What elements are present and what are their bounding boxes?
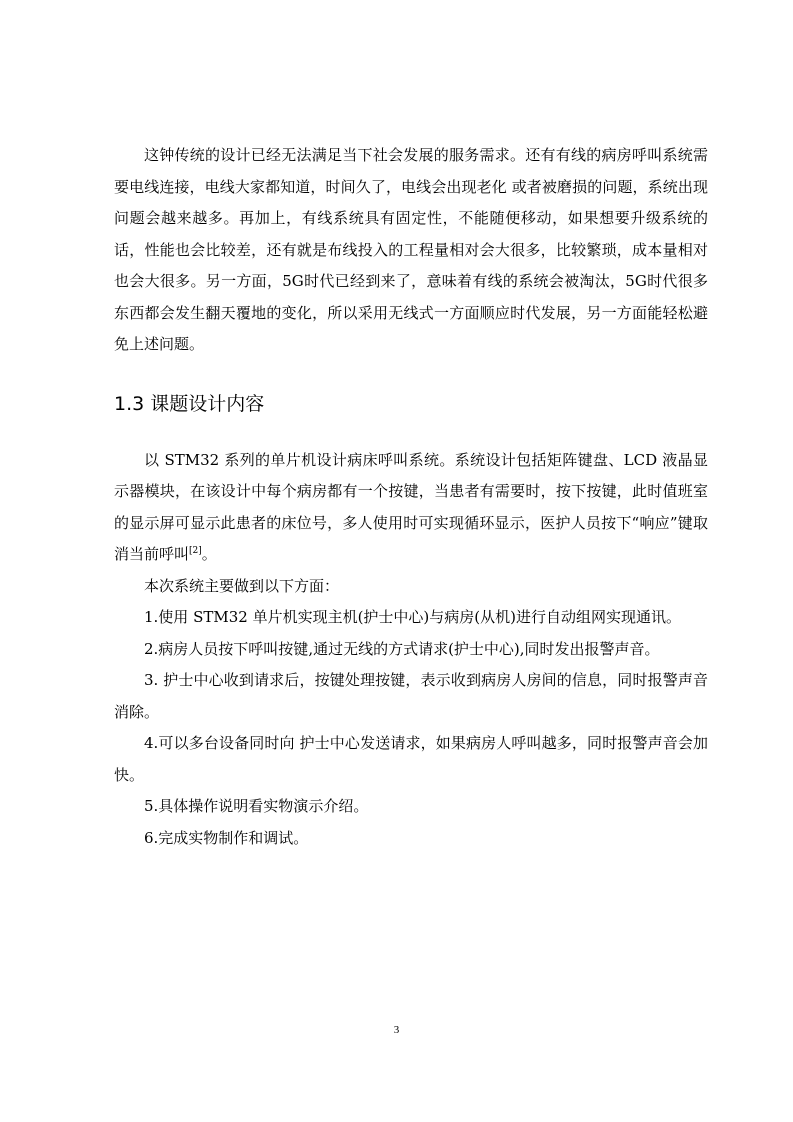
- list-item-6: 6.完成实物制作和调试。: [144, 828, 309, 847]
- section-heading: 1.3 课题设计内容: [114, 392, 265, 415]
- list-item-1: 1.使用 STM32 单片机实现主机(护士中心)与病房(从机)进行自动组网实现通讯。: [144, 608, 681, 626]
- page-content: [114, 140, 708, 854]
- list-item-4: 4.可以多台设备同时向 护士中心发送请求，如果病房人呼叫越多，同时报警声音会加快。: [114, 734, 708, 784]
- section-paragraph: [114, 445, 708, 571]
- citation-ref: [2]: [189, 546, 202, 556]
- list-intro: 本次系统主要做到以下方面：: [144, 576, 340, 595]
- section-paragraph-end: 。: [201, 545, 217, 563]
- list-item-2: 2.病房人员按下呼叫按键,通过无线的方式请求(护士中心),同时发出报警声音。: [144, 639, 660, 658]
- intro-paragraph: 这钟传统的设计已经无法满足当下社会发展的服务需求。还有有线的病房呼叫系统需要电线连接，电线大家都知道，时间久了，电线会出现老化 或者被磨损的问题，系统出现问题会越来越多。再加上，有线系统具有固定性，不能随便移动，如果想要升级系统的话，性能也会比较差，还有就是布线投入的工程量相对会大很多，比较繁琐，成本量相对也会大很多。另一方面，5G时代已经到来了，意味着有线的系统会被淘汰，5G时代很多东西都会发生翻天覆地的变化，所以采用无线式一方面顺应时代发展，另一方面能轻松避免上述问题。: [114, 146, 708, 353]
- list-item-5: 5.具体操作说明看实物演示介绍。: [144, 797, 369, 815]
- section-paragraph-text: 以 STM32 系列的单片机设计病床呼叫系统。系统设计包括矩阵键盘、LCD 液晶显示器模块，在该设计中每个病房都有一个按键，当患者有需要时，按下按键，此时值班室的显示屏可显示此患者的床位号，多人使用时可实现循环显示，医护人员按下“响应”键取消当前呼叫: [114, 450, 708, 563]
- page-number: 3: [393, 1024, 400, 1036]
- list-item-3: 3. 护士中心收到请求后，按键处理按键，表示收到病房人房间的信息，同时报警声音消除。: [114, 671, 708, 721]
